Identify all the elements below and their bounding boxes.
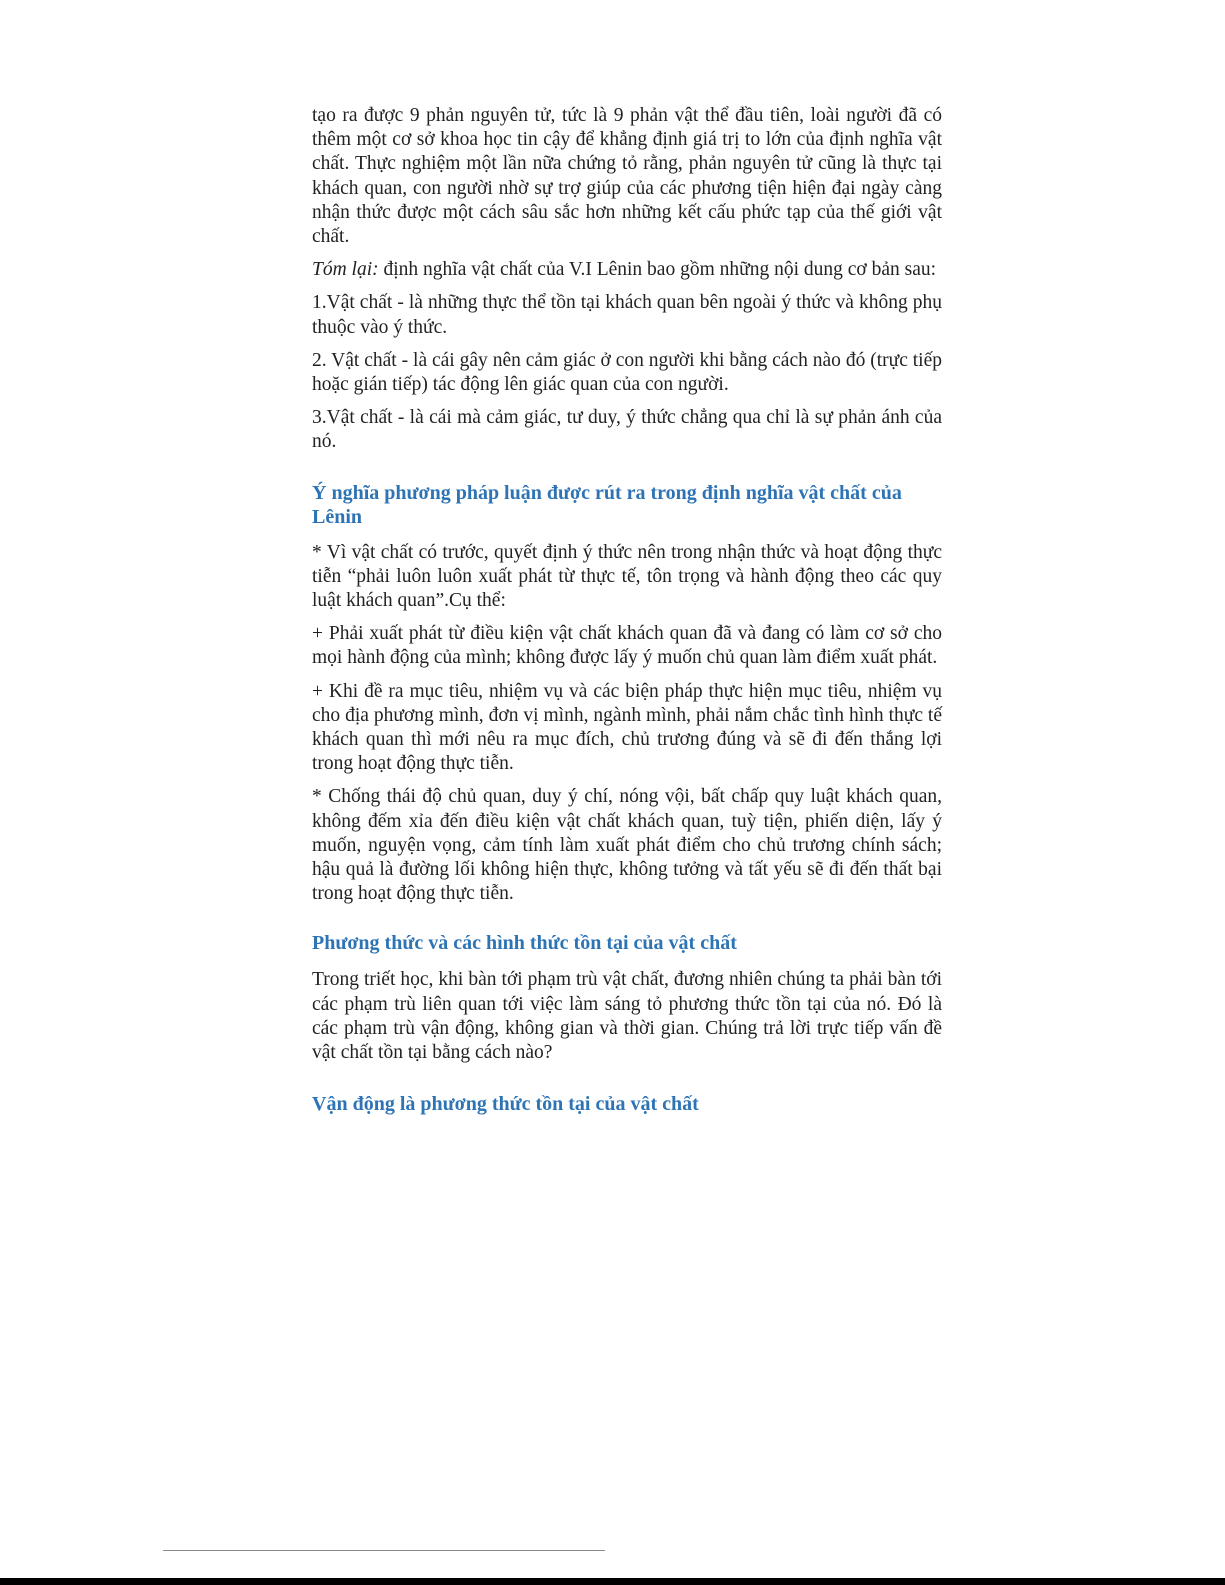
paragraph-point-1: 1.Vật chất - là những thực thể tồn tại khách quan bên ngoài ý thức và không phụ thuộc vào ý thức. (312, 292, 942, 338)
paragraph-summary (312, 258, 942, 282)
paragraph-text: định nghĩa vật chất của V.I Lênin bao gồm những nội dung cơ bản sau: (378, 259, 937, 281)
footnote-separator (163, 1550, 605, 1551)
section-heading: Phương thức và các hình thức tồn tại của vật chất (312, 932, 737, 955)
section-heading: Ý nghĩa phương pháp luận được rút ra trong định nghĩa vật chất của Lênin (312, 481, 902, 528)
page-body (312, 104, 942, 1116)
italic-lead: Tóm lại: (312, 259, 379, 281)
section-heading: Vận động là phương thức tồn tại của vật chất (312, 1093, 699, 1116)
page-bottom-edge (0, 1578, 1225, 1585)
paragraph-point-3: 3.Vật chất - là cái mà cảm giác, tư duy, ý thức chẳng qua chỉ là sự phản ánh của nó. (312, 407, 942, 453)
paragraph: + Phải xuất phát từ điều kiện vật chất khách quan đã và đang có làm cơ sở cho mọi hành động của mình; không được lấy ý muốn chủ quan làm điểm xuất phát. (312, 623, 942, 669)
paragraph: tạo ra được 9 phản nguyên tử, tức là 9 phản vật thể đầu tiên, loài người đã có thêm một cơ sở khoa học tin cậy để khẳng định giá trị to lớn của định nghĩa vật chất. Thực nghiệm một lần nữa chứng tỏ rằng, phản nguyên tử cũng là thực tại khách quan, con người nhờ sự trợ giúp của các phương tiện hiện đại ngày càng nhận thức được một cách sâu sắc hơn những kết cấu phức tạp của thế giới vật chất. (312, 105, 942, 248)
paragraph: * Chống thái độ chủ quan, duy ý chí, nóng vội, bất chấp quy luật khách quan, không đếm xỉa đến điều kiện vật chất khách quan, tuỳ tiện, phiến diện, lấy ý muốn, nguyện vọng, cảm tính làm xuất phát điểm cho chủ trương chính sách; hậu quả là đường lối không hiện thực, không tưởng và tất yếu sẽ đi đến thất bại trong hoạt động thực tiễn. (312, 786, 942, 905)
paragraph: + Khi đề ra mục tiêu, nhiệm vụ và các biện pháp thực hiện mục tiêu, nhiệm vụ cho địa phương mình, đơn vị mình, ngành mình, phải nắm chắc tình hình thực tế khách quan thì mới nêu ra mục đích, chủ trương đúng và sẽ đi đến thắng lợi trong hoạt động thực tiễn. (312, 680, 942, 775)
paragraph: Trong triết học, khi bàn tới phạm trù vật chất, đương nhiên chúng ta phải bàn tới các phạm trù liên quan tới việc làm sáng tỏ phương thức tồn tại của nó. Đó là các phạm trù vận động, không gian và thời gian. Chúng trả lời trực tiếp vấn đề vật chất tồn tại bằng cách nào? (312, 969, 942, 1064)
paragraph-point-2: 2. Vật chất - là cái gây nên cảm giác ở con người khi bằng cách nào đó (trực tiếp hoặc gián tiếp) tác động lên giác quan của con người. (312, 349, 942, 396)
paragraph: * Vì vật chất có trước, quyết định ý thức nên trong nhận thức và hoạt động thực tiễn “phải luôn luôn xuất phát từ thực tế, tôn trọng và hành động theo các quy luật khách quan”.Cụ thể: (312, 541, 942, 612)
